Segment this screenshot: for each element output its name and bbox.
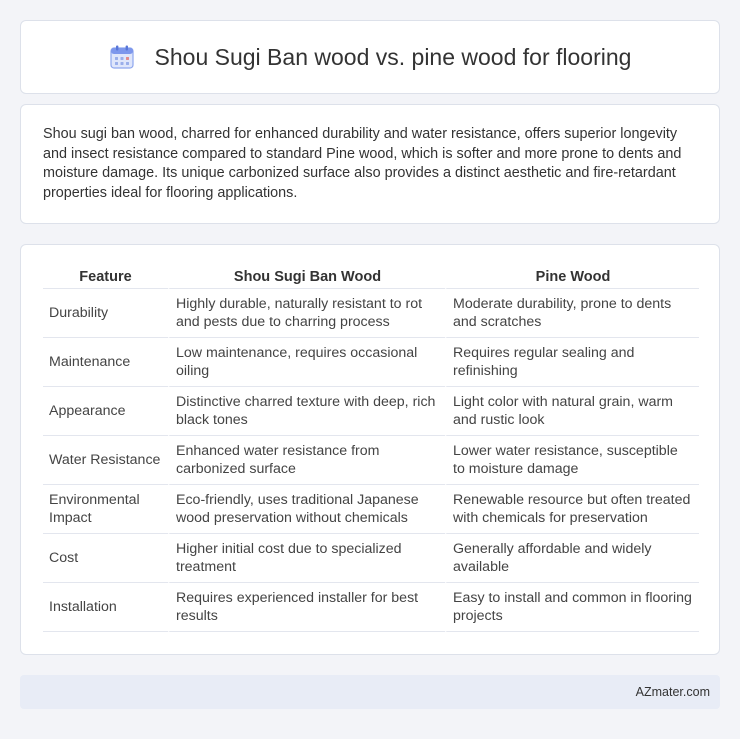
feature-cell: Maintenance	[43, 338, 168, 387]
calendar-icon	[109, 44, 135, 70]
footer	[20, 675, 720, 709]
feature-cell: Environmental Impact	[43, 485, 168, 534]
pine-cell: Generally affordable and widely available	[445, 534, 699, 583]
feature-cell: Installation	[43, 583, 168, 632]
table-row	[43, 338, 699, 387]
footer-brand[interactable]: AZmater.com	[635, 685, 710, 699]
table-row	[43, 436, 699, 485]
shou-sugi-ban-cell: Enhanced water resistance from carbonized surface	[168, 436, 445, 485]
pine-cell: Light color with natural grain, warm and rustic look	[445, 387, 699, 436]
intro-card	[20, 104, 720, 224]
header-shou-sugi-ban: Shou Sugi Ban Wood	[168, 265, 445, 289]
shou-sugi-ban-cell: Distinctive charred texture with deep, rich black tones	[168, 387, 445, 436]
table-row	[43, 387, 699, 436]
shou-sugi-ban-cell: Higher initial cost due to specialized treatment	[168, 534, 445, 583]
title-card	[20, 20, 720, 94]
shou-sugi-ban-cell: Requires experienced installer for best results	[168, 583, 445, 632]
shou-sugi-ban-cell: Low maintenance, requires occasional oiling	[168, 338, 445, 387]
table-row	[43, 485, 699, 534]
intro-text: Shou sugi ban wood, charred for enhanced durability and water resistance, offers superior longevity and insect resistance compared to standard Pine wood, which is softer and more prone to dents and moisture damage. Its unique carbonized surface also provides a distinct aesthetic and fire-retardant properties ideal for flooring applications.	[43, 126, 682, 201]
shou-sugi-ban-cell: Highly durable, naturally resistant to rot and pests due to charring process	[168, 289, 445, 338]
table-header-row	[43, 265, 699, 289]
feature-cell: Appearance	[43, 387, 168, 436]
header-feature: Feature	[43, 265, 168, 289]
pine-cell: Renewable resource but often treated with chemicals for preservation	[445, 485, 699, 534]
feature-cell: Durability	[43, 289, 168, 338]
table-row	[43, 534, 699, 583]
comparison-table	[43, 265, 699, 632]
table-row	[43, 583, 699, 632]
feature-cell: Water Resistance	[43, 436, 168, 485]
feature-cell: Cost	[43, 534, 168, 583]
table-row	[43, 289, 699, 338]
pine-cell: Lower water resistance, susceptible to moisture damage	[445, 436, 699, 485]
pine-cell: Easy to install and common in flooring projects	[445, 583, 699, 632]
pine-cell: Requires regular sealing and refinishing	[445, 338, 699, 387]
shou-sugi-ban-cell: Eco-friendly, uses traditional Japanese wood preservation without chemicals	[168, 485, 445, 534]
page-title: Shou Sugi Ban wood vs. pine wood for flooring	[154, 43, 632, 70]
comparison-card	[20, 244, 720, 655]
pine-cell: Moderate durability, prone to dents and scratches	[445, 289, 699, 338]
header-pine: Pine Wood	[445, 265, 699, 289]
